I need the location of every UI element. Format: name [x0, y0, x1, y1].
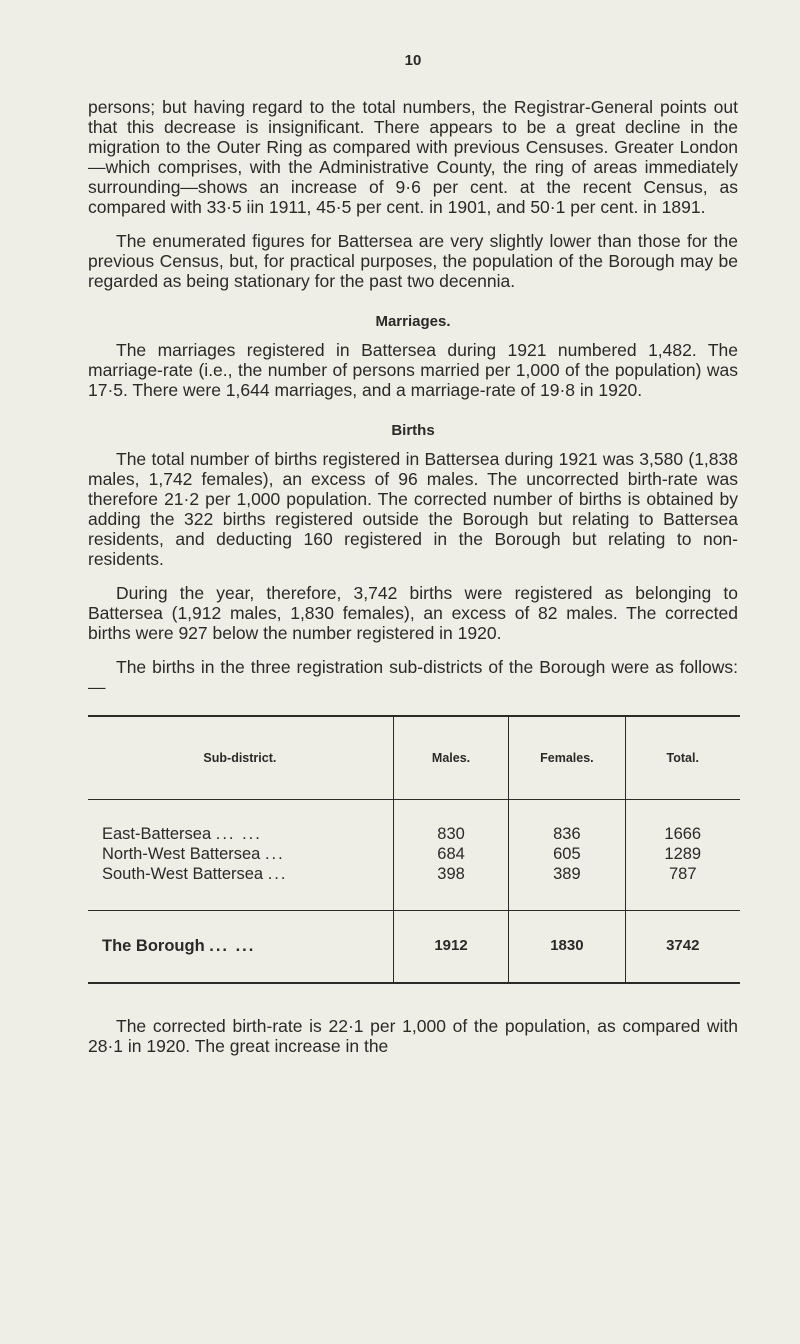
value-males-east: 830 [437, 825, 465, 843]
table-row-label [102, 844, 392, 864]
births-paragraph-3: The births in the three registration sub-districts of the Borough were as follows:— [88, 657, 738, 697]
sub-district-cell [88, 800, 393, 911]
table-total-row [88, 911, 740, 984]
row-name-east: East-Battersea [102, 825, 212, 843]
females-cell [509, 800, 625, 911]
intro-paragraph-2: The enumerated figures for Battersea are very slightly lower than those for the previous Census, but, for practical purposes, the population of the Borough may be regarded as being stationary for the past two decennia. [88, 231, 738, 291]
leader-dots: ... [267, 865, 288, 883]
header-sub-district: Sub-district. [88, 716, 393, 800]
closing-paragraph: The corrected birth-rate is 22·1 per 1,000 of the population, as compared with 28·1 in 1920. The great increase in the [88, 1016, 738, 1056]
value-females-south-west: 389 [553, 865, 581, 883]
value-females-north-west: 605 [553, 845, 581, 863]
header-females: Females. [509, 716, 625, 800]
table-row-label [102, 824, 392, 844]
value-total-east: 1666 [664, 825, 702, 843]
total-label-cell [88, 911, 393, 984]
leader-dots: ... ... [215, 825, 262, 843]
row-name-north-west: North-West Battersea [102, 845, 261, 863]
marriages-paragraph: The marriages registered in Battersea during 1921 numbered 1,482. The marriage-rate (i.e., the number of persons married per 1,000 of the population) was 17·5. There were 1,644 marriages, and a marriage-rate of 19·8 in 1920. [88, 340, 738, 400]
header-total: Total. [625, 716, 740, 800]
page-number: 10 [404, 52, 422, 69]
value-males-south-west: 398 [437, 865, 465, 883]
total-cell [625, 800, 740, 911]
births-paragraph-2: During the year, therefore, 3,742 births were registered as belonging to Battersea (1,912 males, 1,830 females), an excess of 82 males. The corrected births were 927 below the number registered in 1920. [88, 583, 738, 643]
value-total-north-west: 1289 [664, 845, 702, 863]
total-total-cell: 3742 [625, 911, 740, 984]
leader-dots: ... ... [209, 937, 256, 955]
table-row-label [102, 864, 392, 884]
intro-paragraph-1: persons; but having regard to the total numbers, the Registrar-General points out that this decrease is insignificant. There appears to be a great decline in the migration to the Outer Ring as compared with previous Censuses. Greater London—which comprises, with the Administrative County, the ring of areas immediately surrounding—shows an increase of 9·6 per cent. at the recent Census, as compared with 33·5 iin 1911, 45·5 per cent. in 1901, and 50·1 per cent. in 1891. [88, 97, 738, 217]
total-males-cell: 1912 [393, 911, 509, 984]
births-table [88, 715, 740, 984]
value-females-east: 836 [553, 825, 581, 843]
marriages-heading: Marriages. [375, 313, 451, 330]
births-heading: Births [391, 422, 435, 439]
males-cell [393, 800, 509, 911]
leader-dots: ... [264, 845, 285, 863]
value-males-north-west: 684 [437, 845, 465, 863]
document-page [88, 52, 738, 1070]
table-row-group [88, 800, 740, 911]
row-name-borough: The Borough [102, 937, 205, 955]
total-females-cell: 1830 [509, 911, 625, 984]
births-paragraph-1: The total number of births registered in Battersea during 1921 was 3,580 (1,838 males, 1,742 females), an excess of 96 males. The uncorrected birth-rate was therefore 21·2 per 1,000 population. The corrected number of births is obtained by adding the 322 births registered outside the Borough but relating to Battersea residents, and deducting 160 registered in the Borough but relating to non-residents. [88, 449, 738, 569]
value-total-south-west: 787 [668, 865, 697, 883]
table-header-row [88, 716, 740, 800]
header-males: Males. [393, 716, 509, 800]
row-name-south-west: South-West Battersea [102, 865, 264, 883]
